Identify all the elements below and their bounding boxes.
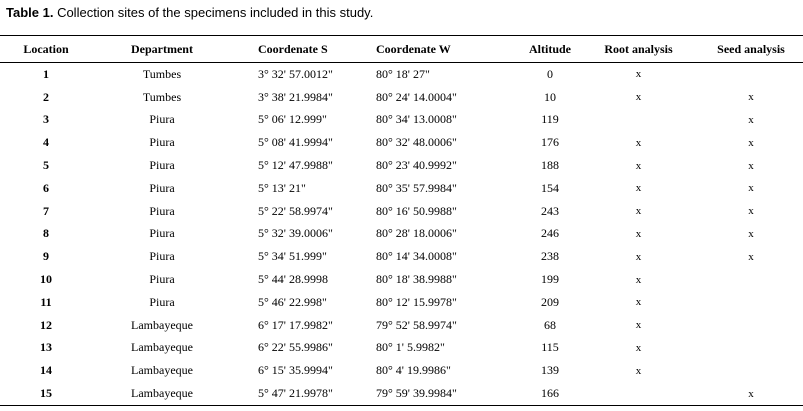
- cell-seed-analysis: [699, 359, 803, 382]
- table-row: [0, 86, 803, 109]
- cell-altitude: 199: [541, 272, 559, 287]
- table-row: [0, 109, 803, 132]
- cell-coordenate-w: 80° 1' 5.9982": [376, 340, 445, 355]
- cell-seed-analysis: [699, 63, 803, 86]
- table-row: [0, 200, 803, 223]
- cell-coordenate-w: 80° 28' 18.0006": [376, 226, 457, 241]
- cell-altitude: 0: [547, 66, 553, 81]
- cell-seed-analysis: x: [748, 205, 754, 218]
- cell-coordenate-s: 6° 15' 35.9994": [258, 363, 333, 378]
- caption-text: Collection sites of the specimens included in this study.: [53, 5, 374, 20]
- cell-altitude: 188: [541, 158, 559, 173]
- cell-seed-analysis: [699, 337, 803, 360]
- cell-coordenate-w: 80° 18' 27": [376, 66, 430, 81]
- cell-coordenate-s: 6° 22' 55.9986": [258, 340, 333, 355]
- cell-altitude: 243: [541, 203, 559, 218]
- cell-coordenate-w: 80° 12' 15.9978": [376, 294, 457, 309]
- cell-coordenate-w: 80° 14' 34.0008": [376, 249, 457, 264]
- cell-location: 9: [43, 249, 49, 264]
- header-department: Department: [92, 36, 232, 63]
- cell-coordenate-s: 3° 32' 57.0012": [258, 66, 333, 81]
- cell-coordenate-s: 5° 22' 58.9974": [258, 203, 333, 218]
- cell-root-analysis: x: [635, 296, 642, 309]
- table-row: [0, 337, 803, 360]
- cell-coordenate-w: 79° 52' 58.9974": [376, 317, 457, 332]
- cell-location: 10: [40, 272, 52, 287]
- cell-seed-analysis: x: [748, 159, 754, 172]
- cell-seed-analysis: [699, 314, 803, 337]
- cell-department: Piura: [149, 112, 175, 127]
- cell-coordenate-s: 5° 46' 22.998": [258, 294, 327, 309]
- cell-root-analysis: x: [635, 205, 642, 218]
- cell-coordenate-w: 80° 18' 38.9988": [376, 272, 457, 287]
- cell-root-analysis: x: [635, 68, 642, 81]
- cell-location: 8: [43, 226, 49, 241]
- cell-department: Piura: [149, 294, 175, 309]
- cell-location: 15: [0, 382, 92, 405]
- cell-coordenate-s: 5° 34' 51.999": [258, 249, 327, 264]
- header-seed-analysis: Seed analysis: [699, 36, 803, 63]
- cell-altitude: 119: [541, 112, 559, 127]
- cell-root-analysis: x: [635, 250, 642, 263]
- cell-root-analysis: x: [635, 273, 642, 286]
- cell-location: 6: [43, 180, 49, 195]
- cell-root-analysis: x: [635, 364, 642, 377]
- header-altitude: Altitude: [522, 36, 578, 63]
- cell-department: Lambayeque: [131, 340, 193, 355]
- cell-root-analysis: [578, 382, 699, 405]
- header-coordenate-s: Coordenate S: [232, 36, 376, 63]
- cell-seed-analysis: x: [748, 113, 754, 126]
- cell-altitude: 154: [541, 180, 559, 195]
- cell-seed-analysis: x: [748, 182, 754, 195]
- cell-department: Tumbes: [142, 66, 182, 81]
- cell-coordenate-w: 80° 35' 57.9984": [376, 180, 457, 195]
- cell-department: Piura: [149, 135, 175, 150]
- cell-department: Piura: [149, 249, 175, 264]
- cell-altitude: 238: [541, 249, 559, 264]
- cell-department: Lambayeque: [131, 317, 193, 332]
- cell-altitude: 115: [541, 340, 559, 355]
- table-caption: [6, 5, 373, 20]
- header-root-analysis: Root analysis: [578, 36, 699, 63]
- cell-location: 7: [43, 203, 49, 218]
- cell-altitude: 246: [541, 226, 559, 241]
- table-row: [0, 177, 803, 200]
- cell-root-analysis: x: [635, 227, 642, 240]
- cell-coordenate-s: 5° 06' 12.999": [258, 112, 327, 127]
- cell-coordenate-s: 5° 08' 41.9994": [258, 135, 333, 150]
- cell-root-analysis: x: [635, 319, 642, 332]
- table-row: [0, 268, 803, 291]
- cell-coordenate-s: 5° 32' 39.0006": [258, 226, 333, 241]
- table-row: [0, 291, 803, 314]
- table-row: [0, 131, 803, 154]
- cell-location: 12: [40, 317, 52, 332]
- cell-seed-analysis: x: [748, 227, 754, 240]
- cell-coordenate-w: 80° 16' 50.9988": [376, 203, 457, 218]
- cell-seed-analysis: [699, 291, 803, 314]
- cell-department: Lambayeque: [92, 382, 232, 405]
- cell-location: 5: [43, 158, 49, 173]
- cell-location: 1: [43, 66, 49, 81]
- table-header-row: [0, 36, 803, 63]
- header-location: Location: [0, 36, 92, 63]
- table-row: [0, 223, 803, 246]
- cell-root-analysis: x: [635, 341, 642, 354]
- cell-department: Piura: [149, 226, 175, 241]
- cell-location: 14: [40, 363, 52, 378]
- table-row: [0, 154, 803, 177]
- cell-altitude: 10: [544, 89, 556, 104]
- cell-coordenate-w: 80° 24' 14.0004": [376, 89, 457, 104]
- caption-label: Table 1.: [6, 5, 54, 20]
- cell-location: 4: [43, 135, 49, 150]
- cell-location: 13: [40, 340, 52, 355]
- cell-seed-analysis: [699, 268, 803, 291]
- table-row: [0, 359, 803, 382]
- cell-department: Piura: [149, 158, 175, 173]
- cell-seed-analysis: x: [748, 91, 754, 104]
- cell-altitude: 176: [541, 135, 559, 150]
- cell-seed-analysis: x: [699, 382, 803, 405]
- cell-coordenate-w: 80° 4' 19.9986": [376, 363, 451, 378]
- cell-coordenate-w: 80° 32' 48.0006": [376, 135, 457, 150]
- cell-coordenate-s: 5° 12' 47.9988": [258, 158, 333, 173]
- cell-root-analysis: x: [635, 136, 642, 149]
- cell-location: 3: [43, 112, 49, 127]
- cell-coordenate-s: 5° 47' 21.9978": [232, 382, 376, 405]
- cell-coordenate-s: 5° 44' 28.9998: [258, 272, 328, 287]
- cell-root-analysis: x: [635, 182, 642, 195]
- table-body: [0, 63, 803, 406]
- table-row: [0, 314, 803, 337]
- cell-department: Piura: [149, 272, 175, 287]
- header-coordenate-w: Coordenate W: [376, 36, 522, 63]
- table-row: [0, 63, 803, 86]
- cell-altitude: 209: [541, 294, 559, 309]
- cell-altitude: 139: [541, 363, 559, 378]
- cell-coordenate-w: 80° 34' 13.0008": [376, 112, 457, 127]
- cell-altitude: 166: [522, 382, 578, 405]
- cell-coordenate-w: 79° 59' 39.9984": [376, 382, 522, 405]
- table-row: [0, 245, 803, 268]
- cell-department: Piura: [149, 203, 175, 218]
- cell-coordenate-s: 5° 13' 21": [258, 180, 306, 195]
- cell-seed-analysis: x: [748, 136, 754, 149]
- cell-department: Tumbes: [142, 89, 182, 104]
- cell-department: Piura: [149, 180, 175, 195]
- cell-location: 2: [43, 89, 49, 104]
- cell-location: 11: [40, 294, 52, 309]
- cell-department: Lambayeque: [131, 363, 193, 378]
- collection-sites-table: [0, 35, 803, 406]
- cell-coordenate-s: 3° 38' 21.9984": [258, 89, 333, 104]
- cell-altitude: 68: [544, 317, 556, 332]
- table-row: [0, 382, 803, 405]
- cell-coordenate-w: 80° 23' 40.9992": [376, 158, 457, 173]
- cell-root-analysis: x: [635, 91, 642, 104]
- cell-coordenate-s: 6° 17' 17.9982": [258, 317, 333, 332]
- cell-root-analysis: x: [635, 159, 642, 172]
- cell-seed-analysis: x: [748, 250, 754, 263]
- cell-root-analysis: [578, 109, 699, 132]
